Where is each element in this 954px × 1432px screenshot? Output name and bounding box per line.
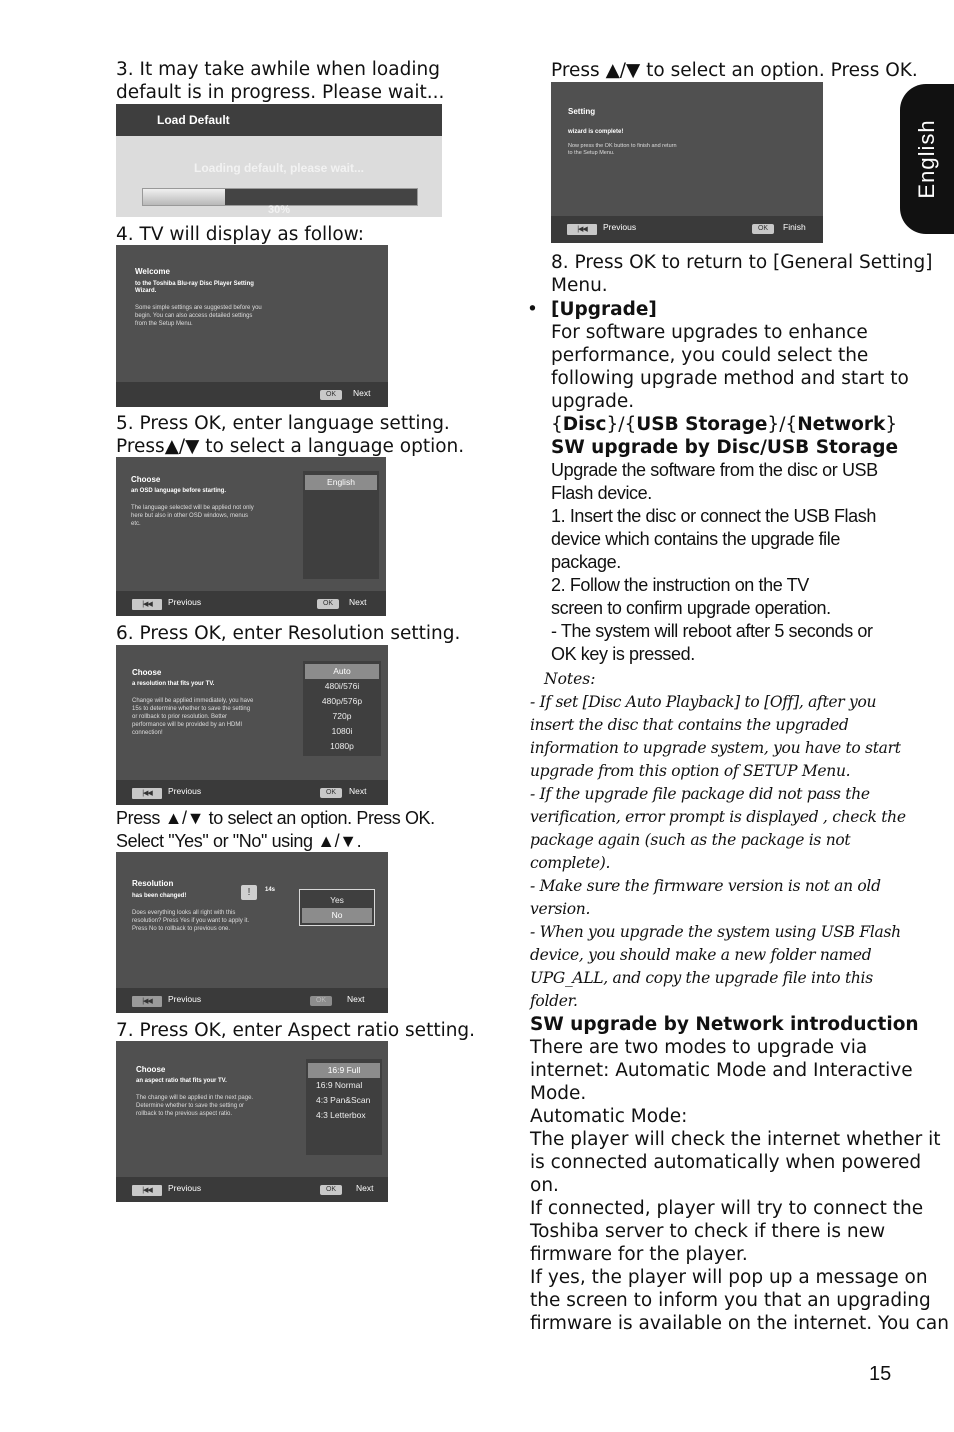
previous-label: Previous <box>168 786 202 796</box>
ok-button[interactable]: OK <box>310 996 332 1006</box>
resolution-option[interactable]: 480i/576i <box>324 681 360 691</box>
step3-text: 3. It may take awhile when loading default is in progress. Please wait... <box>116 59 445 103</box>
warning-icon: ! <box>241 885 257 900</box>
press-select-text: Press ▲/▼ to select an option. Press OK. Select "Yes" or "No" using ▲/▼. <box>116 808 435 851</box>
sw-disc-text: Upgrade the software from the disc or USB Flash device. 1. Insert the disc or connect the USB Flash device which contains the upgrade file package. 2. Follow the instruction on the TV screen to confirm upgrade operation. - The system will reboot after 5 seconds or OK key is pressed. <box>551 460 878 664</box>
resolution-option[interactable]: 480p/576p <box>321 696 363 706</box>
resolution-changed-screen <box>116 852 388 1013</box>
language-options <box>303 471 379 579</box>
previous-icon[interactable]: |◀◀ <box>567 224 597 235</box>
previous-label: Previous <box>168 597 202 607</box>
next-label: Next <box>347 994 365 1004</box>
setting-footer <box>551 216 823 243</box>
setting-subtitle: wizard is complete! <box>568 129 624 135</box>
aspect-title: Choose <box>136 1065 166 1074</box>
previous-icon[interactable]: |◀◀ <box>132 788 162 799</box>
ok-button[interactable]: OK <box>317 599 339 609</box>
res-changed-title: Resolution <box>132 879 174 888</box>
language-body: The language selected will be applied not only here but also in other OSD windows, menus etc. <box>131 505 254 527</box>
res-changed-subtitle: has been changed! <box>132 893 187 899</box>
resolution-subtitle: a resolution that fits your TV. <box>132 681 215 687</box>
previous-icon[interactable]: |◀◀ <box>132 996 162 1007</box>
upgrade-section: [Upgrade] For software upgrades to enhance performance, you could select the following upgrade method and start to upgrade. {Disc}/{USB Storage}/{Network} SW upgrade by Disc/USB Storage <box>551 299 909 458</box>
loading-percent: 30% <box>267 204 291 216</box>
ok-button[interactable]: OK <box>320 788 342 798</box>
load-default-title: Load Default <box>157 113 230 127</box>
sw-network-section: SW upgrade by Network introduction There are two modes to upgrade via internet: Automatic Mode and Interactive Mode. Automatic Mode: The player will check the internet whether it is connected automatically when powered on. If connected, player will try to connect the Toshiba server to check if there is new firmware for the player. If yes, the player will pop up a message on the screen to inform you that an upgrading firmware is available on the internet. You can <box>530 1013 954 1335</box>
loading-message: Loading default, please wait... <box>193 161 365 175</box>
resolution-option[interactable]: Auto <box>305 664 379 679</box>
resolution-screen <box>116 645 388 805</box>
next-label: Next <box>349 786 367 796</box>
resolution-footer <box>116 780 388 805</box>
yes-no-options <box>299 889 375 926</box>
aspect-option[interactable]: 4:3 Letterbox <box>316 1110 366 1120</box>
finish-label: Finish <box>783 222 806 232</box>
ok-button[interactable]: OK <box>320 390 342 400</box>
welcome-subtitle: to the Toshiba Blu-ray Disc Player Setting Wizard. <box>135 281 254 294</box>
aspect-subtitle: an aspect ratio that fits your TV. <box>136 1078 227 1084</box>
aspect-screen <box>116 1041 388 1202</box>
sw-disc-heading: SW upgrade by Disc/USB Storage <box>551 437 899 458</box>
right-press-select: Press ▲/▼ to select an option. Press OK. <box>551 60 918 81</box>
welcome-screen <box>116 245 388 407</box>
resolution-option[interactable]: 1080i <box>331 726 353 736</box>
next-label: Next <box>353 388 371 398</box>
step4-text: 4. TV will display as follow: <box>116 224 365 245</box>
aspect-options <box>306 1059 382 1155</box>
option-yes[interactable]: Yes <box>330 895 344 905</box>
notes-list: - If set [Disc Auto Playback] to [Off], after you insert the disc that contains the upgraded information to upgrade system, you have to start upgrade from this option of SETUP Menu. - If the upgrade file package did not pass the verification, error prompt is displayed , check the package again (such as the package is not complete). - Make sure the firmware version is not an old version. - When you upgrade the system using USB Flash device, you should make a new folder named UPG_ALL, and copy the upgrade file into this folder. <box>530 693 906 1010</box>
setting-title: Setting <box>568 107 596 116</box>
upgrade-options-line: {Disc}/{USB Storage}/{Network} <box>551 414 898 435</box>
load-default-screen <box>116 104 442 217</box>
step6-text: 6. Press OK, enter Resolution setting. <box>116 623 461 644</box>
previous-icon[interactable]: |◀◀ <box>132 1185 162 1196</box>
previous-label: Previous <box>168 1183 202 1193</box>
aspect-body: The change will be applied in the next page. Determine whether to save the setting or rollback to the previous aspect ratio. <box>136 1095 254 1117</box>
resolution-option[interactable]: 720p <box>332 711 352 721</box>
notes-label: Notes: <box>544 670 596 688</box>
previous-label: Previous <box>168 994 202 1004</box>
welcome-title: Welcome <box>135 267 170 276</box>
resolution-options <box>303 661 381 756</box>
countdown: 14s <box>265 887 276 893</box>
aspect-option[interactable]: 4:3 Pan&Scan <box>316 1095 371 1105</box>
upgrade-heading: [Upgrade] <box>551 299 657 320</box>
language-subtitle: an OSD language before starting. <box>131 488 227 494</box>
previous-label: Previous <box>603 222 637 232</box>
next-label: Next <box>349 597 367 607</box>
language-screen <box>116 457 386 616</box>
resolution-title: Choose <box>132 668 162 677</box>
language-side-tab <box>900 84 954 234</box>
setting-complete-screen <box>551 82 823 243</box>
step8-text: 8. Press OK to return to [General Setting] Menu. <box>551 252 933 296</box>
setting-body: Now press the OK button to finish and return to the Setup Menu. <box>568 143 677 156</box>
previous-icon[interactable]: |◀◀ <box>132 599 162 610</box>
aspect-option[interactable]: 16:9 Normal <box>316 1080 363 1090</box>
aspect-footer <box>116 1177 388 1202</box>
ok-button[interactable]: OK <box>320 1185 342 1195</box>
welcome-footer <box>116 382 388 407</box>
welcome-body: Some simple settings are suggested before you begin. You can also access detailed settings from the Setup Menu. <box>135 305 262 327</box>
resolution-option[interactable]: 1080p <box>330 741 354 751</box>
bullet: • <box>527 299 538 320</box>
step5-text: 5. Press OK, enter language setting. Press▲/▼ to select a language option. <box>116 413 465 457</box>
loading-progress-fill <box>143 189 225 205</box>
res-changed-footer <box>116 988 388 1013</box>
load-default-header <box>116 104 442 136</box>
language-footer <box>116 591 386 616</box>
page-number: 15 <box>869 1363 892 1385</box>
language-option-english[interactable]: English <box>305 475 377 490</box>
option-no[interactable]: No <box>302 908 372 923</box>
resolution-body: Change will be applied immediately, you have 15s to determine whether to save the setting or rollback to prior resolution. Better performance will be provided by an HDMI connection! <box>132 698 254 736</box>
ok-button[interactable]: OK <box>752 224 774 234</box>
sw-net-heading: SW upgrade by Network introduction <box>530 1014 919 1035</box>
res-changed-body: Does everything looks all right with this resolution? Press Yes if you want to apply it. Press No to rollback to previous one. <box>132 910 250 932</box>
step7-text: 7. Press OK, enter Aspect ratio setting. <box>116 1020 476 1041</box>
aspect-option[interactable]: 16:9 Full <box>308 1063 380 1078</box>
side-tab-label: English <box>914 119 939 199</box>
language-title: Choose <box>131 475 161 484</box>
next-label: Next <box>356 1183 374 1193</box>
